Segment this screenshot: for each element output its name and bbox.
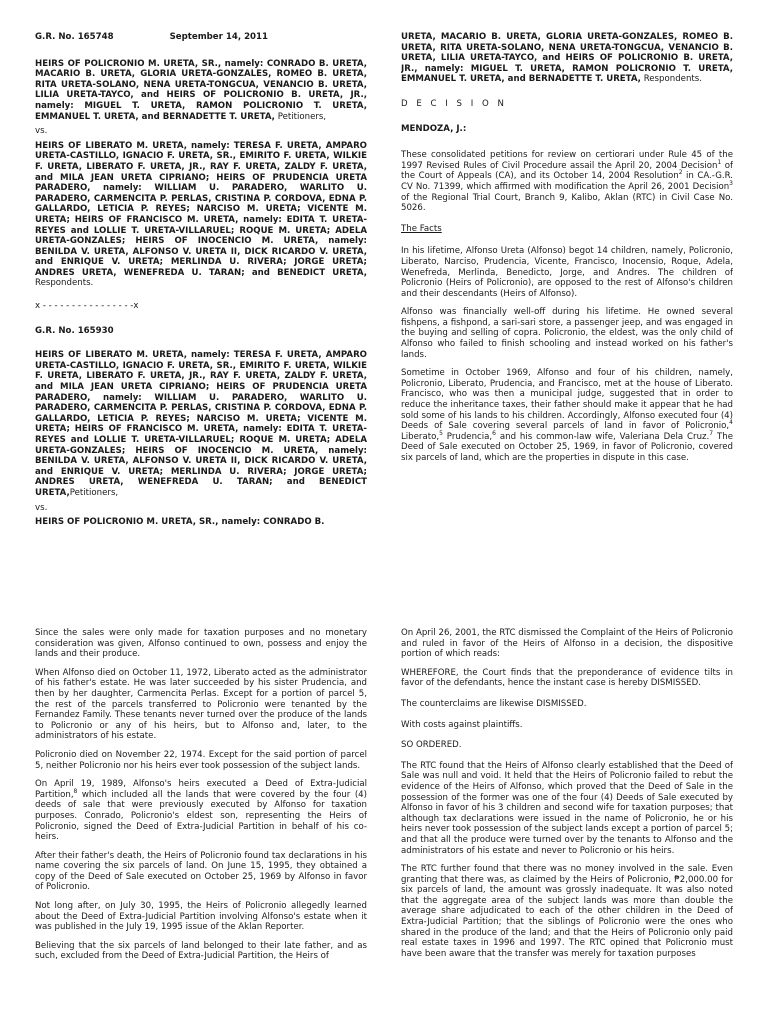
facts-paragraph [401, 368, 733, 463]
section-heading-facts: The Facts [401, 223, 442, 234]
party-names: HEIRS OF POLICRONIO M. URETA, SR., namely: CONRADO B. URETA, MACARIO B. URETA, GLORIA URETA-GONZALES, ROMEO B. URETA, RITA URETA-SOLANO, NENA URETA-TONGCUA, VENANCIO B. URETA, LILIA URETA-TAYCO, and HEIRS OF POLICRONIO B. URETA, JR., namely: MIGUEL T. URETA, RAMON POLICRONIO T. URETA, EMMANUEL T. URETA, and BERNADETTE T. URETA, [35, 58, 367, 122]
caption-petitioners-1 [35, 59, 367, 123]
text-run: On April 19, 1989, Alfonso's heirs executed a Deed of Extra-Judicial Partition, [35, 779, 367, 800]
body-paragraph: On April 26, 2001, the RTC dismissed the Complaint of the Heirs of Policronio and ruled in favor of the Heirs of Alfonso in a decision, the dispositive portion of which reads: [401, 628, 733, 660]
text-run: which included all the lands that were covered by the four (4) deeds of sale that were previously executed by Alfonso for taxation purposes. Conrado, Policronio's eldest son, representing the Heirs of Policronio, signed the Deed of Extra-Judicial Partition in behalf of his co-heirs. [35, 789, 367, 843]
footnote-link[interactable]: 8 [73, 787, 78, 795]
body-paragraph: Since the sales were only made for taxation purposes and no monetary consideration was given, Alfonso continued to own, possess and enjoy the lands and their produce. [35, 628, 367, 660]
text-run: in CA.-G.R. CV No. 71399, which affirmed with modification the April 26, 2001 Decision [401, 171, 733, 192]
footnote-link[interactable]: 3 [729, 180, 733, 188]
gr-number-2: G.R. No. 165930 [35, 325, 114, 336]
caption-respondents-1 [35, 141, 367, 289]
footnote-link[interactable]: 6 [492, 429, 496, 437]
text-run: of the Regional Trial Court, Branch 9, Kalibo, Aklan (RTC) in Civil Case No. 5026. [401, 192, 733, 214]
text-run: of the Court of Appeals (CA), and its October 14, 2004 Resolution [401, 160, 733, 182]
party-names: HEIRS OF LIBERATO M. URETA, namely: TERESA F. URETA, AMPARO URETA-CASTILLO, IGNACIO F. URETA, SR., EMIRITO F. URETA, WILKIE F. URETA, LIBERATO F. URETA, JR., RAY F. URETA, ZALDY F. URETA, and MILA JEAN URETA CIPRIANO; HEIRS OF PRUDENCIA URETA PARADERO, namely: WILLIAM U. PARADERO, WARLITO U. PARADERO, CARMENCITA P. PERLAS, CRISTINA P. CORDOVA, EDNA P. GALLARDO, LETICIA P. REYES; NARCISO M. URETA; VICENTE M. URETA; HEIRS OF FRANCISCO M. URETA, namely: EDITA T. URETA-REYES and LOLLIE T. URETA-VILLARUEL; ROQUE M. URETA; ADELA URETA-GONZALES; HEIRS OF INOCENCIO M. URETA, namely: BENILDA V. URETA, ALFONSO V. URETA II, DICK RICARDO V. URETA, and ENRIQUE V. URETA; MERLINDA U. RIVERA; JORGE URETA; ANDRES URETA, WENEFREDA U. TARAN; and BENEDICT URETA, [35, 350, 367, 498]
decision-date: September 14, 2011 [169, 32, 268, 42]
text-run: The Deed of Sale executed on October 25, 1969, in favor of Policronio, covered six parcels of land, which are the properties in dispute in this case. [401, 431, 733, 463]
caption-respondents-2-start: HEIRS OF POLICRONIO M. URETA, SR., namely: CONRADO B. [35, 517, 325, 528]
facts-paragraph: In his lifetime, Alfonso Ureta (Alfonso) begot 14 children, namely, Policronio, Liberato, Narciso, Prudencia, Vicente, Francisco, Inocensio, Roque, Adela, Wenefreda, Merlinda, Benedicto, Jorge, and Andres. The children of Policronio (Heirs of Policronio), are opposed to the rest of Alfonso's children and their descendants (Heirs of Alfonso). [401, 246, 733, 299]
text-run: Sometime in October 1969, Alfonso and four of his children, namely, Policronio, Liberato, Prudencia, and Francisco, met at the house of Liberato. Francisco, who was then a municipal judge, suggested that in order to reduce the inheritance taxes, their father should make it appear that he had sold some of his lands to his children. Accordingly, Alfonso executed four (4) Deeds of Sale covering several parcels of land in favor of Policronio, [401, 368, 733, 432]
caption-separator: x - - - - - - - - - - - - - - - -x [35, 301, 139, 312]
facts-paragraph: Alfonso was financially well-off during his lifetime. He owned several fishpens, a fishpond, a sari-sari store, a passenger jeep, and was engaged in the buying and selling of copra. Policronio, the eldest, was the only child of Alfonso who failed to finish schooling and instead worked on his father's lands. [401, 307, 733, 360]
caption-respondents-2-cont [401, 32, 733, 85]
footnote-link[interactable]: 1 [717, 158, 722, 166]
decision-label: D E C I S I O N [401, 98, 507, 109]
body-paragraph: Not long after, on July 30, 1995, the Heirs of Policronio allegedly learned about the Deed of Extra-Judicial Partition involving Alfonso's estate when it was published in the July 19, 1995 issue of the Aklan Reporter. [35, 901, 367, 933]
footnote-link[interactable]: 4 [729, 419, 733, 427]
column-top-right [401, 32, 733, 562]
body-paragraph: The RTC found that the Heirs of Alfonso clearly established that the Deed of Sale was null and void. It held that the Heirs of Policronio failed to rebut the evidence of the Heirs of Alfonso, which proved that the Deed of Sale in the possession of the former was one of the four (4) Deeds of Sale executed by Alfonso in favor of his 3 children and second wife for taxation purposes; that although tax declarations were issued in the name of Policronio, he or his heirs never took possession of the subject lands except a portion of parcel 5; and that all the produce were turned over by the tenants to Alfonso and the administrators of his estate and never to Policronio or his heirs. [401, 760, 733, 856]
body-paragraph: The RTC further found that there was no money involved in the sale. Even granting that there was, as claimed by the Heirs of Policronio, ₱2,000.00 for six parcels of land, the amount was grossly inadequate. It was also noted that the aggregate area of the subject lands was more than double the average share adjudicated to each of the other children in the Deed of Extra-Judicial Partition; that the siblings of Policronio were the ones who shared in the produce of the land; and that the Heirs of Policronio only paid real estate taxes in 1996 and 1997. The RTC opined that Policronio must have been aware that the transfer was merely for taxation purposes [401, 864, 733, 959]
ponente: MENDOZA, J.: [401, 123, 467, 134]
text-run: Prudencia, [442, 431, 493, 442]
versus-label: vs. [35, 126, 48, 137]
body-paragraph: After their father's death, the Heirs of Policronio found tax declarations in his name covering the six parcels of land. On June 15, 1995, they obtained a copy of the Deed of Sale executed on October 25, 1969 by Alfonso in favor of Policronio. [35, 850, 367, 893]
dispositive-quote: With costs against plaintiffs. [401, 719, 523, 730]
column-bottom-left [35, 628, 367, 1024]
party-role: Respondents. [35, 278, 94, 289]
case-header [35, 32, 367, 43]
body-paragraph: Believing that the six parcels of land belonged to their late father, and as such, excluded from the Deed of Extra-Judicial Partition, the Heirs of [35, 940, 367, 962]
footnote-link[interactable]: 5 [439, 429, 443, 437]
body-paragraph [35, 779, 367, 843]
body-paragraph: Policronio died on November 22, 1974. Except for the said portion of parcel 5, neither Policronio nor his heirs ever took possession of the subject lands. [35, 749, 367, 771]
party-role: Respondents. [643, 74, 702, 85]
column-top-left [35, 32, 367, 562]
intro-paragraph [401, 150, 733, 214]
party-role: Petitioners, [277, 111, 327, 122]
party-names: HEIRS OF LIBERATO M. URETA, namely: TERESA F. URETA, AMPARO URETA-CASTILLO, IGNACIO F. URETA, SR., EMIRITO F. URETA, WILKIE F. URETA, LIBERATO F. URETA, JR., RAY F. URETA, ZALDY F. URETA, and MILA JEAN URETA CIPRIANO; HEIRS OF PRUDENCIA URETA PARADERO, namely: WILLIAM U. PARADERO, WARLITO U. PARADERO, CARMENCITA P. PERLAS, CRISTINA P. CORDOVA, EDNA P. GALLARDO, LETICIA P. REYES; NARCISO M. URETA; VICENTE M. URETA; HEIRS OF FRANCISCO M. URETA, namely: EDITA T. URETA-REYES and LOLLIE T. URETA-VILLARUEL; ROQUE M. URETA; ADELA URETA-GONZALES; HEIRS OF INOCENCIO M. URETA, namely: BENILDA V. URETA, ALFONSO V. URETA II, DICK RICARDO V. URETA, and ENRIQUE V. URETA; MERLINDA U. RIVERA; JORGE URETA; ANDRES URETA, WENEFREDA U. TARAN; and BENEDICT URETA, [35, 140, 367, 278]
party-names: URETA, MACARIO B. URETA, GLORIA URETA-GONZALES, ROMEO B. URETA, RITA URETA-SOLANO, NENA URETA-TONGCUA, VENANCIO B. URETA, LILIA URETA-TAYCO, and HEIRS OF POLICRONIO B. URETA, JR., namely: MIGUEL T. URETA, RAMON POLICRONIO T. URETA, EMMANUEL T. URETA, and BERNADETTE T. URETA, [401, 32, 733, 85]
party-role: Petitioners, [69, 487, 119, 498]
column-bottom-right [401, 628, 733, 1024]
body-paragraph: When Alfonso died on October 11, 1972, Liberato acted as the administrator of his father's estate. He was later succeeded by his sister Prudencia, and then by her daughter, Carmencita Perlas. Except for a portion of parcel 5, the rest of the parcels transferred to Policronio were tenanted by the Fernandez Family. These tenants never turned over the produce of the lands to Policronio or any of his heirs, but to Alfonso and, later, to the administrators of his estate. [35, 667, 367, 742]
gr-number: G.R. No. 165748 [35, 32, 114, 42]
dispositive-quote: The counterclaims are likewise DISMISSED. [401, 698, 587, 709]
versus-label: vs. [35, 502, 48, 513]
footnote-link[interactable]: 2 [678, 169, 683, 177]
dispositive-quote: WHEREFORE, the Court finds that the preponderance of evidence tilts in favor of the defendants, hence the instant case is hereby DISMISSED. [401, 667, 733, 689]
caption-petitioners-2 [35, 350, 367, 498]
text-run: Liberato, [401, 431, 440, 442]
text-run: and his common-law wife, Valeriana Dela Cruz. [495, 431, 710, 442]
dispositive-quote: SO ORDERED. [401, 740, 462, 751]
text-run: These consolidated petitions for review on certiorari under Rule 45 of the 1997 Revised Rules of Civil Procedure assail the April 20, 2004 Decision [401, 150, 733, 171]
footnote-link[interactable]: 7 [709, 429, 714, 437]
